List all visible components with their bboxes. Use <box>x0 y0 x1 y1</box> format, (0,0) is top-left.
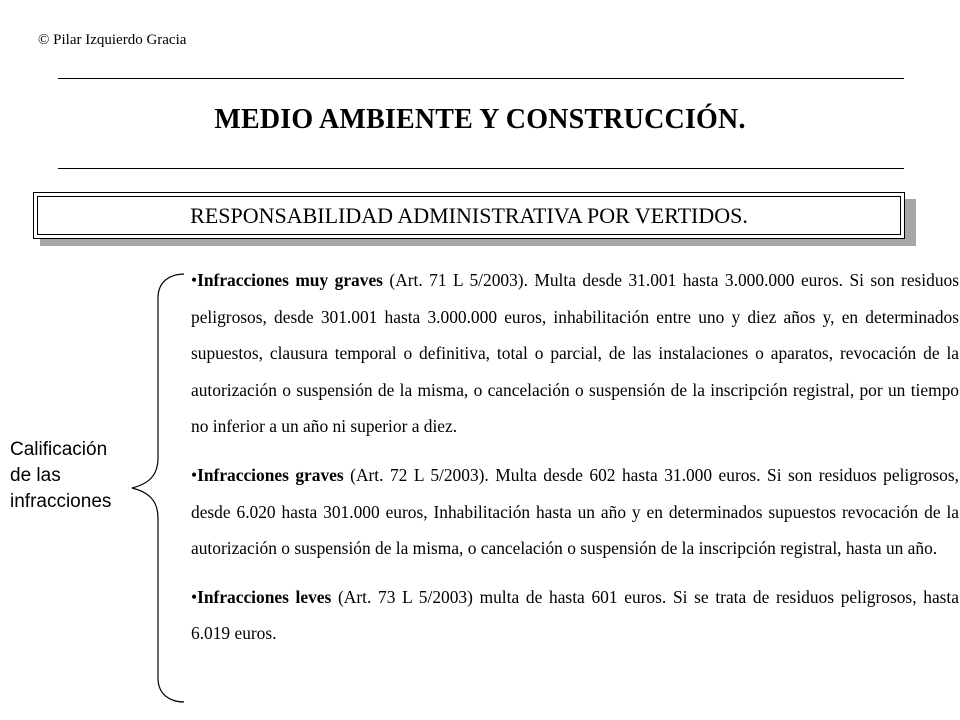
bullet-icon: • <box>191 586 198 607</box>
page-title: MEDIO AMBIENTE Y CONSTRUCCIÓN. <box>214 104 746 135</box>
item-text: (Art. 72 L 5/2003). Multa desde 602 hasta 31.000 euros. Si son residuos peligrosos, desde 6.020 hasta 301.000 euros, Inhabilitación hasta un año y en determinados supuestos revocación de la autorización o suspensión de la misma, o cancelación o suspensión de la inscripción registral, hasta un año. <box>191 464 959 559</box>
item-heading: Infracciones graves <box>197 464 344 485</box>
bullet-icon: • <box>191 270 198 290</box>
list-item <box>191 457 959 567</box>
bottom-divider <box>58 168 904 169</box>
section-banner <box>33 192 905 239</box>
item-text: (Art. 73 L 5/2003) multa de hasta 601 euros. Si se trata de residuos peligrosos, hasta 6.019 euros. <box>191 586 959 644</box>
bullet-icon: • <box>191 464 198 485</box>
infractions-list <box>191 262 959 652</box>
list-item <box>191 579 959 652</box>
item-heading: Infracciones muy graves <box>197 270 383 290</box>
section-heading: RESPONSABILIDAD ADMINISTRATIVA POR VERTIDOS. <box>37 196 901 235</box>
copyright-notice: © Pilar Izquierdo Gracia <box>38 32 187 48</box>
top-divider <box>58 78 904 79</box>
classification-label-line: de las <box>10 465 61 486</box>
classification-label-line: infracciones <box>10 491 112 512</box>
curly-brace-icon <box>128 270 188 706</box>
classification-label <box>10 437 111 515</box>
list-item <box>191 262 959 445</box>
item-heading: Infracciones leves <box>197 586 332 607</box>
classification-label-line: Calificación <box>10 439 108 460</box>
item-text: (Art. 71 L 5/2003). Multa desde 31.001 hasta 3.000.000 euros. Si son residuos peligrosos, desde 301.001 hasta 3.000.000 euros, inhabilitación entre uno y diez años y, en determinados supuestos, clausura temporal o definitiva, total o parcial, de las instalaciones o aparatos, revocación de la autorización o suspensión de la misma, o cancelación o suspensión de la inscripción registral, por un tiempo no inferior a un año ni superior a diez. <box>191 270 959 437</box>
